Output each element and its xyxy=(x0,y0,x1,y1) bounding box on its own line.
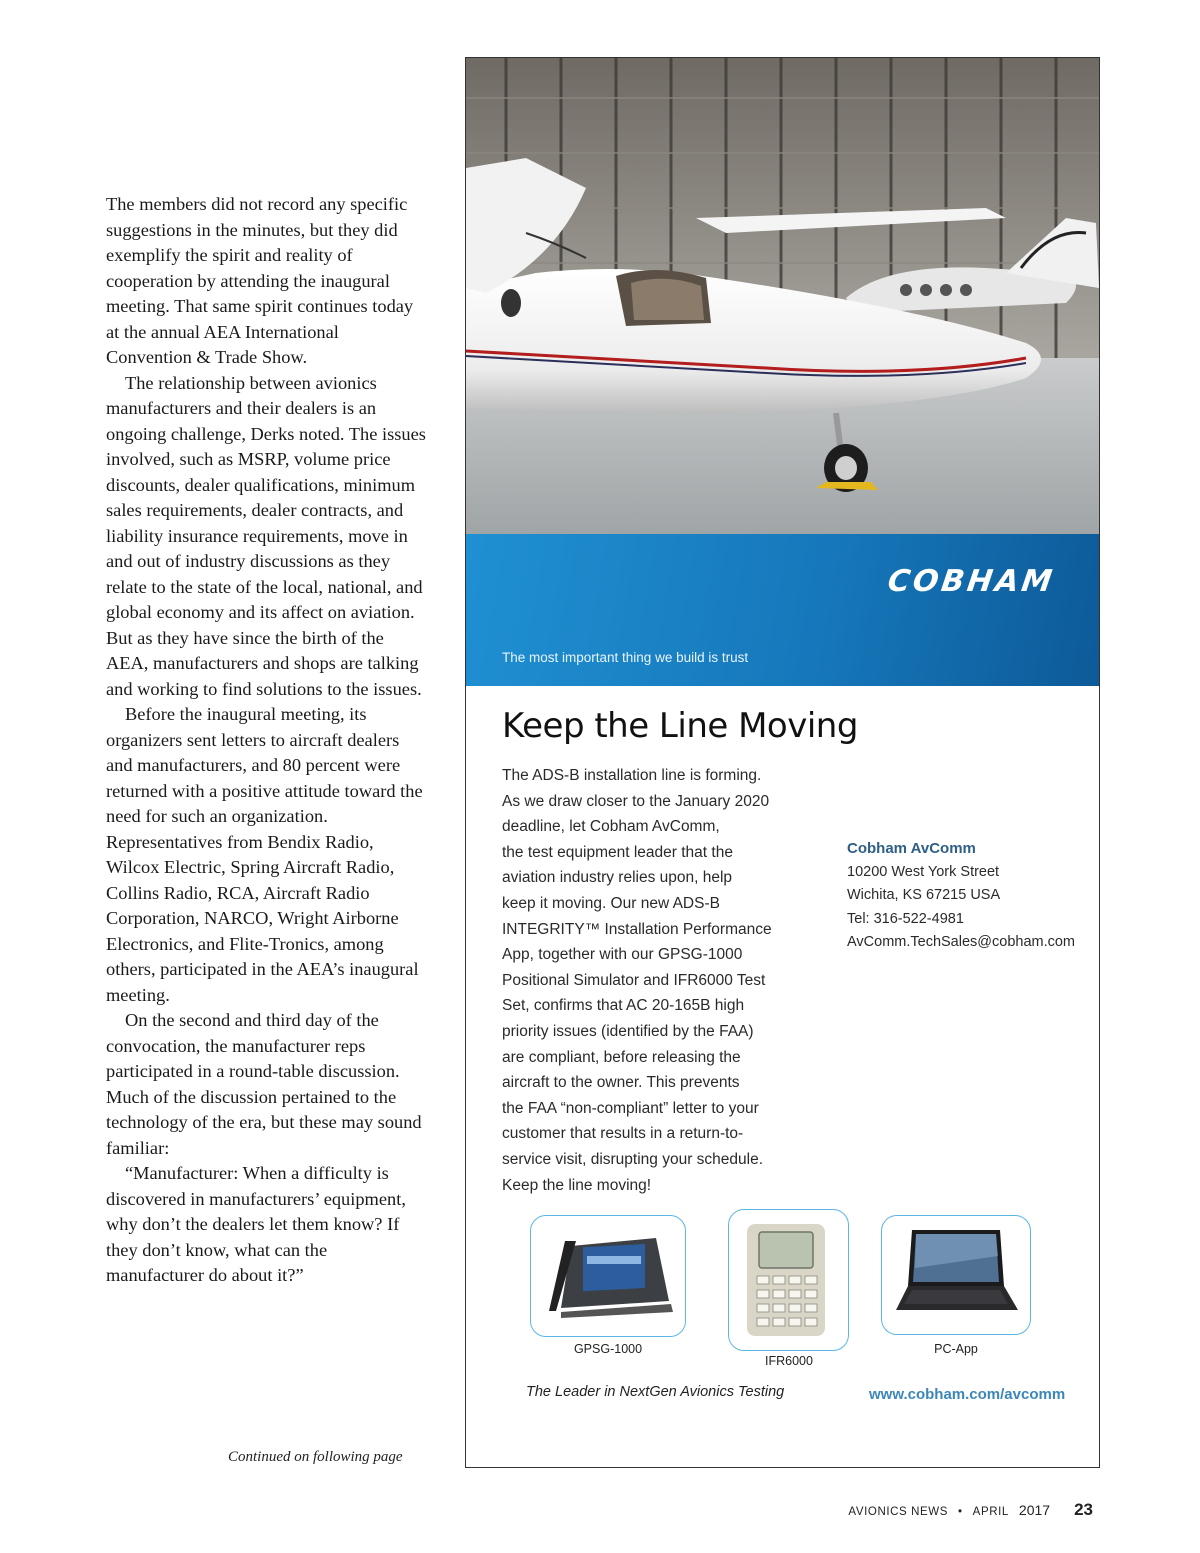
ad-body-line: keep it moving. Our new ADS-B xyxy=(502,894,720,912)
article-paragraph: On the second and third day of the convocation, the manufacturer reps participated in a round-table discussion. Much of the discussion pertained to the technology of the era, but these may sound familiar: xyxy=(106,1010,422,1158)
cobham-advertisement xyxy=(465,57,1100,1468)
ifr6000-device-icon xyxy=(729,1210,848,1350)
product-label-pc-app: PC-App xyxy=(934,1342,978,1356)
article-paragraph: Before the inaugural meeting, its organizers sent letters to aircraft dealers and manufacturers, and 80 percent were returned with a positive attitude toward the need for such an organization. Representatives from Bendix Radio, Wilcox Electric, Spring Aircraft Radio, Collins Radio, RCA, Aircraft Radio Corporation, NARCO, Wright Airborne Electronics, and Flite-Tronics, among others, participated in the AEA’s inaugural meeting. xyxy=(106,704,423,1005)
product-label-gpsg-1000: GPSG-1000 xyxy=(573,1342,643,1356)
brand-tagline: The most important thing we build is trust xyxy=(502,650,749,665)
ad-body-line: the test equipment leader that the xyxy=(502,843,733,861)
cobham-logo: COBHAM xyxy=(885,564,1058,599)
laptop-icon xyxy=(882,1216,1030,1334)
ad-body-line: service visit, disrupting your schedule. xyxy=(502,1150,764,1168)
continued-note: Continued on following page xyxy=(228,1449,403,1465)
ad-body-line: Keep the line moving! xyxy=(502,1176,652,1194)
ad-body-line: aircraft to the owner. This prevents xyxy=(502,1074,740,1092)
ad-body-line: deadline, let Cobham AvComm, xyxy=(502,818,720,836)
issue-year: 2017 xyxy=(1018,1502,1051,1518)
ad-body-line: the FAA “non-compliant” letter to your xyxy=(502,1099,759,1117)
ad-body-line: As we draw closer to the January 2020 xyxy=(502,792,770,810)
ad-body-line: are compliant, before releasing the xyxy=(502,1048,741,1066)
product-tile-gpsg-1000 xyxy=(530,1215,686,1337)
contact-phone[interactable]: Tel: 316-522-4981 xyxy=(847,910,964,927)
publication-name: AVIONICS NEWS xyxy=(848,1506,949,1518)
product-tile-pc-app xyxy=(881,1215,1031,1335)
brand-banner xyxy=(466,534,1099,686)
website-link[interactable]: www.cobham.com/avcomm xyxy=(869,1386,1066,1403)
article-column xyxy=(106,192,426,1289)
ad-body-line: customer that results in a return-to- xyxy=(502,1125,744,1143)
ad-body-copy xyxy=(502,763,792,1198)
contact-company: Cobham AvComm xyxy=(847,840,976,857)
issue-month: APRIL xyxy=(972,1506,1009,1518)
article-paragraph: The relationship between avionics manufacturers and their dealers is an ongoing challenge, Derks noted. The issues involved, such as MSRP, volume price discounts, dealer qualifications, minimum sales requirements, dealer contracts, and liability insurance requirements, move in and out of industry discussions as they relate to the state of the local, national, and global economy and its affect on aviation. But as they have since the birth of the AEA, manufacturers and shops are talking and working to find solutions to the issues. xyxy=(106,372,426,699)
hangar-aircraft-photo xyxy=(466,58,1099,536)
ad-body-line: aviation industry relies upon, help xyxy=(502,869,733,887)
ad-body-line: App, together with our GPSG-1000 xyxy=(502,946,743,964)
ad-slogan: The Leader in NextGen Avionics Testing xyxy=(526,1384,785,1400)
page-number: 23 xyxy=(1074,1500,1093,1519)
ad-body-line: Positional Simulator and IFR6000 Test xyxy=(502,971,766,989)
ad-body-line: The ADS-B installation line is forming. xyxy=(502,767,762,784)
product-label-ifr6000: IFR6000 xyxy=(765,1354,813,1368)
article-paragraph: The members did not record any specific suggestions in the minutes, but they did exemplify the spirit and reality of cooperation by attending the inaugural meeting. That same spirit continues today at the annual AEA International Convention & Trade Show. xyxy=(106,194,414,367)
footer-bullet: • xyxy=(958,1506,963,1518)
gpsg-1000-device-icon xyxy=(531,1216,685,1336)
ad-body-line: Set, confirms that AC 20-165B high xyxy=(502,997,745,1015)
ad-body-line: INTEGRITY™ Installation Performance xyxy=(502,920,772,938)
article-paragraph: “Manufacturer: When a difficulty is discovered in manufacturers’ equipment, why don’t the dealers let them know? If they don’t know, what can the manufacturer do about it?” xyxy=(106,1163,406,1285)
contact-city: Wichita, KS 67215 USA xyxy=(847,887,1001,903)
product-tile-ifr6000 xyxy=(728,1209,849,1351)
contact-street: 10200 West York Street xyxy=(847,863,1000,880)
ad-body-line: priority issues (identified by the FAA) xyxy=(502,1022,754,1040)
page-footer xyxy=(848,1500,1093,1520)
contact-email[interactable]: AvComm.TechSales@cobham.com xyxy=(847,934,1076,950)
contact-block xyxy=(847,837,1075,955)
ad-headline: Keep the Line Moving xyxy=(502,706,858,746)
